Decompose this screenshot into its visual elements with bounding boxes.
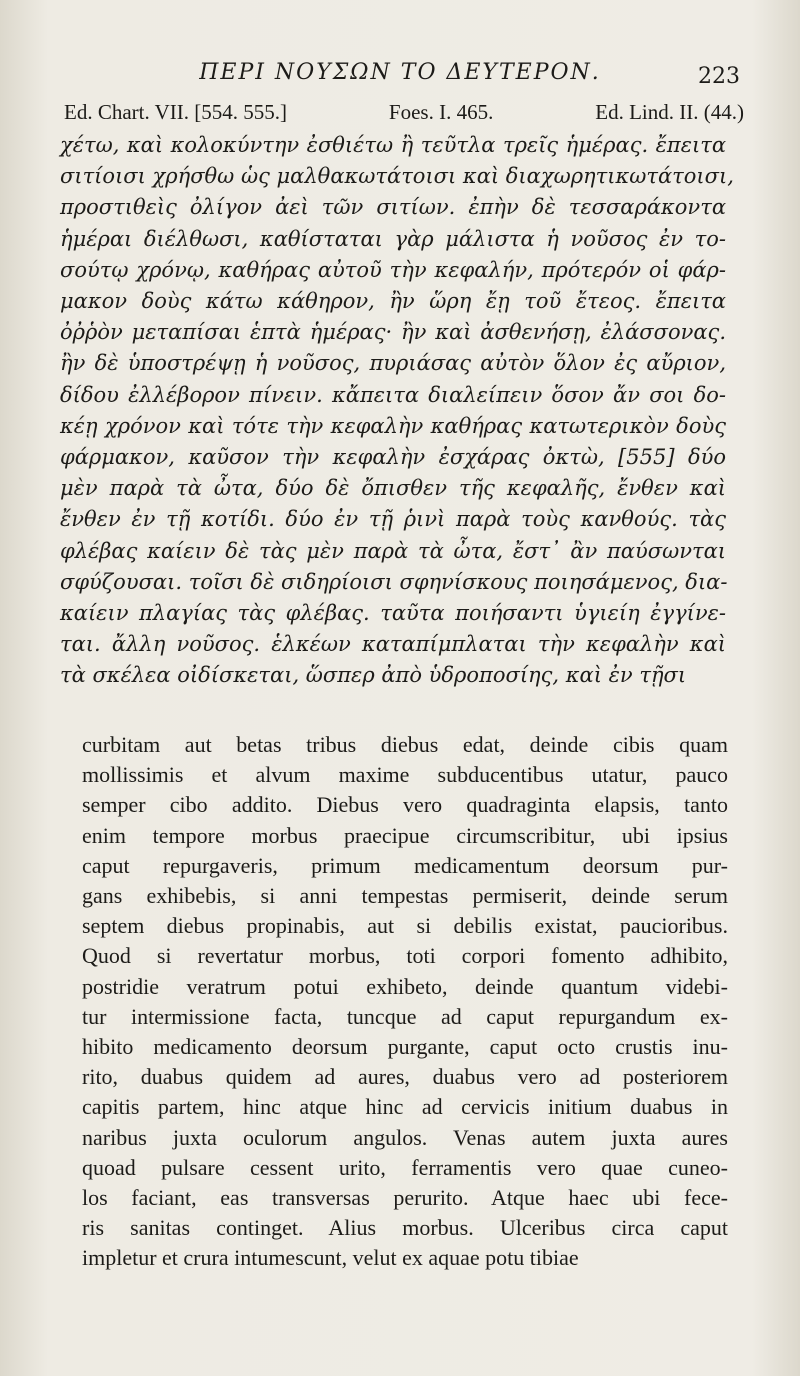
- greek-text-line: ται. ἄλλη νοῦσος. ἑλκέων καταπίμπλαται τὴν κεφαλὴν καὶ: [60, 632, 726, 657]
- greek-text-block: [60, 130, 734, 692]
- latin-text-line: quoad pulsare cessent urito, ferramentis vero quae cuneo-: [82, 1154, 728, 1180]
- latin-text-line: Quod si revertatur morbus, toti corpori fomento adhibito,: [82, 943, 728, 969]
- page-number: 223: [698, 64, 740, 89]
- latin-text-line: septem diebus propinabis, aut si debilis existat, paucioribus.: [82, 913, 728, 939]
- greek-text-line: σούτῳ χρόνῳ, καθήρας αὐτοῦ τὴν κεφαλήν, πρότερόν οἱ φάρ-: [60, 257, 726, 282]
- latin-text-line: postridie veratrum potui exhibeto, deinde quantum videbi-: [82, 973, 728, 999]
- latin-translation-block: [82, 730, 728, 1274]
- greek-text-line: μακον δοὺς κάτω κάθηρον, ἢν ὥρη ἔῃ τοῦ ἔτεος. ἔπειτα: [60, 289, 726, 314]
- greek-text-line: προστιθεὶς ὀλίγον ἀεὶ τῶν σιτίων. ἐπὴν δὲ τεσσαράκοντα: [60, 195, 726, 220]
- greek-text-line: ἔνθεν ἐν τῇ κοτίδι. δύο ἐν τῇ ῥινὶ παρὰ τοὺς κανθούς. τὰς: [60, 507, 726, 532]
- latin-text-line: naribus juxta oculorum angulos. Venas autem juxta aures: [82, 1124, 728, 1150]
- latin-text-line: rito, duabus quidem ad aures, duabus vero ad posteriorem: [82, 1064, 728, 1090]
- greek-text-line: τὰ σκέλεα οἰδίσκεται, ὥσπερ ἀπὸ ὑδροποσίης, καὶ ἐν τῇσι: [60, 663, 687, 688]
- latin-text-line: tur intermissione facta, tuncque ad caput repurgandum ex-: [82, 1003, 728, 1029]
- greek-text-line: καίειν πλαγίας τὰς φλέβας. ταῦτα ποιήσαντι ὑγιείη ἐγγίνε-: [60, 601, 726, 626]
- latin-text-line: hibito medicamento deorsum purgante, caput octo crustis inu-: [82, 1034, 728, 1060]
- edition-references: [64, 100, 744, 130]
- page-header: [60, 60, 740, 94]
- running-title: ΠΕΡΙ ΝΟΥΣΩΝ ΤΟ ΔΕΥΤΕΡΟΝ.: [199, 60, 601, 85]
- greek-text-line: κέῃ χρόνον καὶ τότε τὴν κεφαλὴν καθήρας κατωτερικὸν δοὺς: [60, 413, 726, 438]
- edition-ref-chartier: Ed. Chart. VII. [554. 555.]: [64, 100, 287, 124]
- greek-text-line: ἢν δὲ ὑποστρέψῃ ἡ νοῦσος, πυριάσας αὐτὸν ὅλον ἐς αὔριον,: [60, 351, 726, 376]
- latin-text-line: los faciant, eas transversas perurito. Atque haec ubi fece-: [82, 1185, 728, 1211]
- latin-text-line: ris sanitas continget. Alius morbus. Ulceribus circa caput: [82, 1215, 728, 1241]
- greek-text-line: ἡμέραι διέλθωσι, καθίσταται γὰρ μάλιστα ἡ νοῦσος ἐν το-: [60, 226, 726, 251]
- latin-text-line: mollissimis et alvum maxime subducentibus utatur, pauco: [82, 762, 728, 788]
- greek-text-line: φάρμακον, καῦσον τὴν κεφαλὴν ἐσχάρας ὀκτὼ, [555] δύο: [60, 445, 726, 470]
- latin-text-line: capitis partem, hinc atque hinc ad cervicis initium duabus in: [82, 1094, 728, 1120]
- greek-text-line: μὲν παρὰ τὰ ὦτα, δύο δὲ ὄπισθεν τῆς κεφαλῆς, ἔνθεν καὶ: [60, 476, 726, 501]
- edition-ref-foes: Foes. I. 465.: [388, 100, 494, 124]
- greek-text-line: σφύζουσαι. τοῖσι δὲ σιδηρίοισι σφηνίσκους ποιησάμενος, δια-: [60, 569, 728, 594]
- latin-text-line: caput repurgaveris, primum medicamentum deorsum pur-: [82, 852, 728, 878]
- greek-text-line: σιτίοισι χρήσθω ὡς μαλθακωτάτοισι καὶ διαχωρητικωτάτοισι,: [60, 164, 734, 189]
- latin-text-line: curbitam aut betas tribus diebus edat, deinde cibis quam: [82, 732, 728, 757]
- latin-text-line: semper cibo addito. Diebus vero quadraginta elapsis, tanto: [82, 792, 728, 818]
- greek-text-line: χέτω, καὶ κολοκύντην ἐσθιέτω ἢ τεῦτλα τρεῖς ἡμέρας. ἔπειτα: [60, 133, 726, 157]
- edition-ref-linden: Ed. Lind. II. (44.): [595, 100, 744, 124]
- latin-text-line: enim tempore morbus praecipue circumscribitur, ubi ipsius: [82, 822, 728, 848]
- greek-text-line: φλέβας καίειν δὲ τὰς μὲν παρὰ τὰ ὦτα, ἔστ᾽ ἂν παύσωνται: [60, 538, 726, 563]
- greek-text-line: δίδου ἐλλέβορον πίνειν. κἄπειτα διαλείπειν ὅσον ἄν σοι δο-: [60, 382, 726, 407]
- latin-text-line: gans exhibebis, si anni tempestas permiserit, deinde serum: [82, 883, 728, 909]
- greek-text-line: ὀῤῥὸν μεταπίσαι ἑπτὰ ἡμέρας· ἢν καὶ ἀσθενήσῃ, ἐλάσσονας.: [60, 320, 726, 345]
- latin-text-line: impletur et crura intumescunt, velut ex aquae potu tibiae: [82, 1245, 579, 1271]
